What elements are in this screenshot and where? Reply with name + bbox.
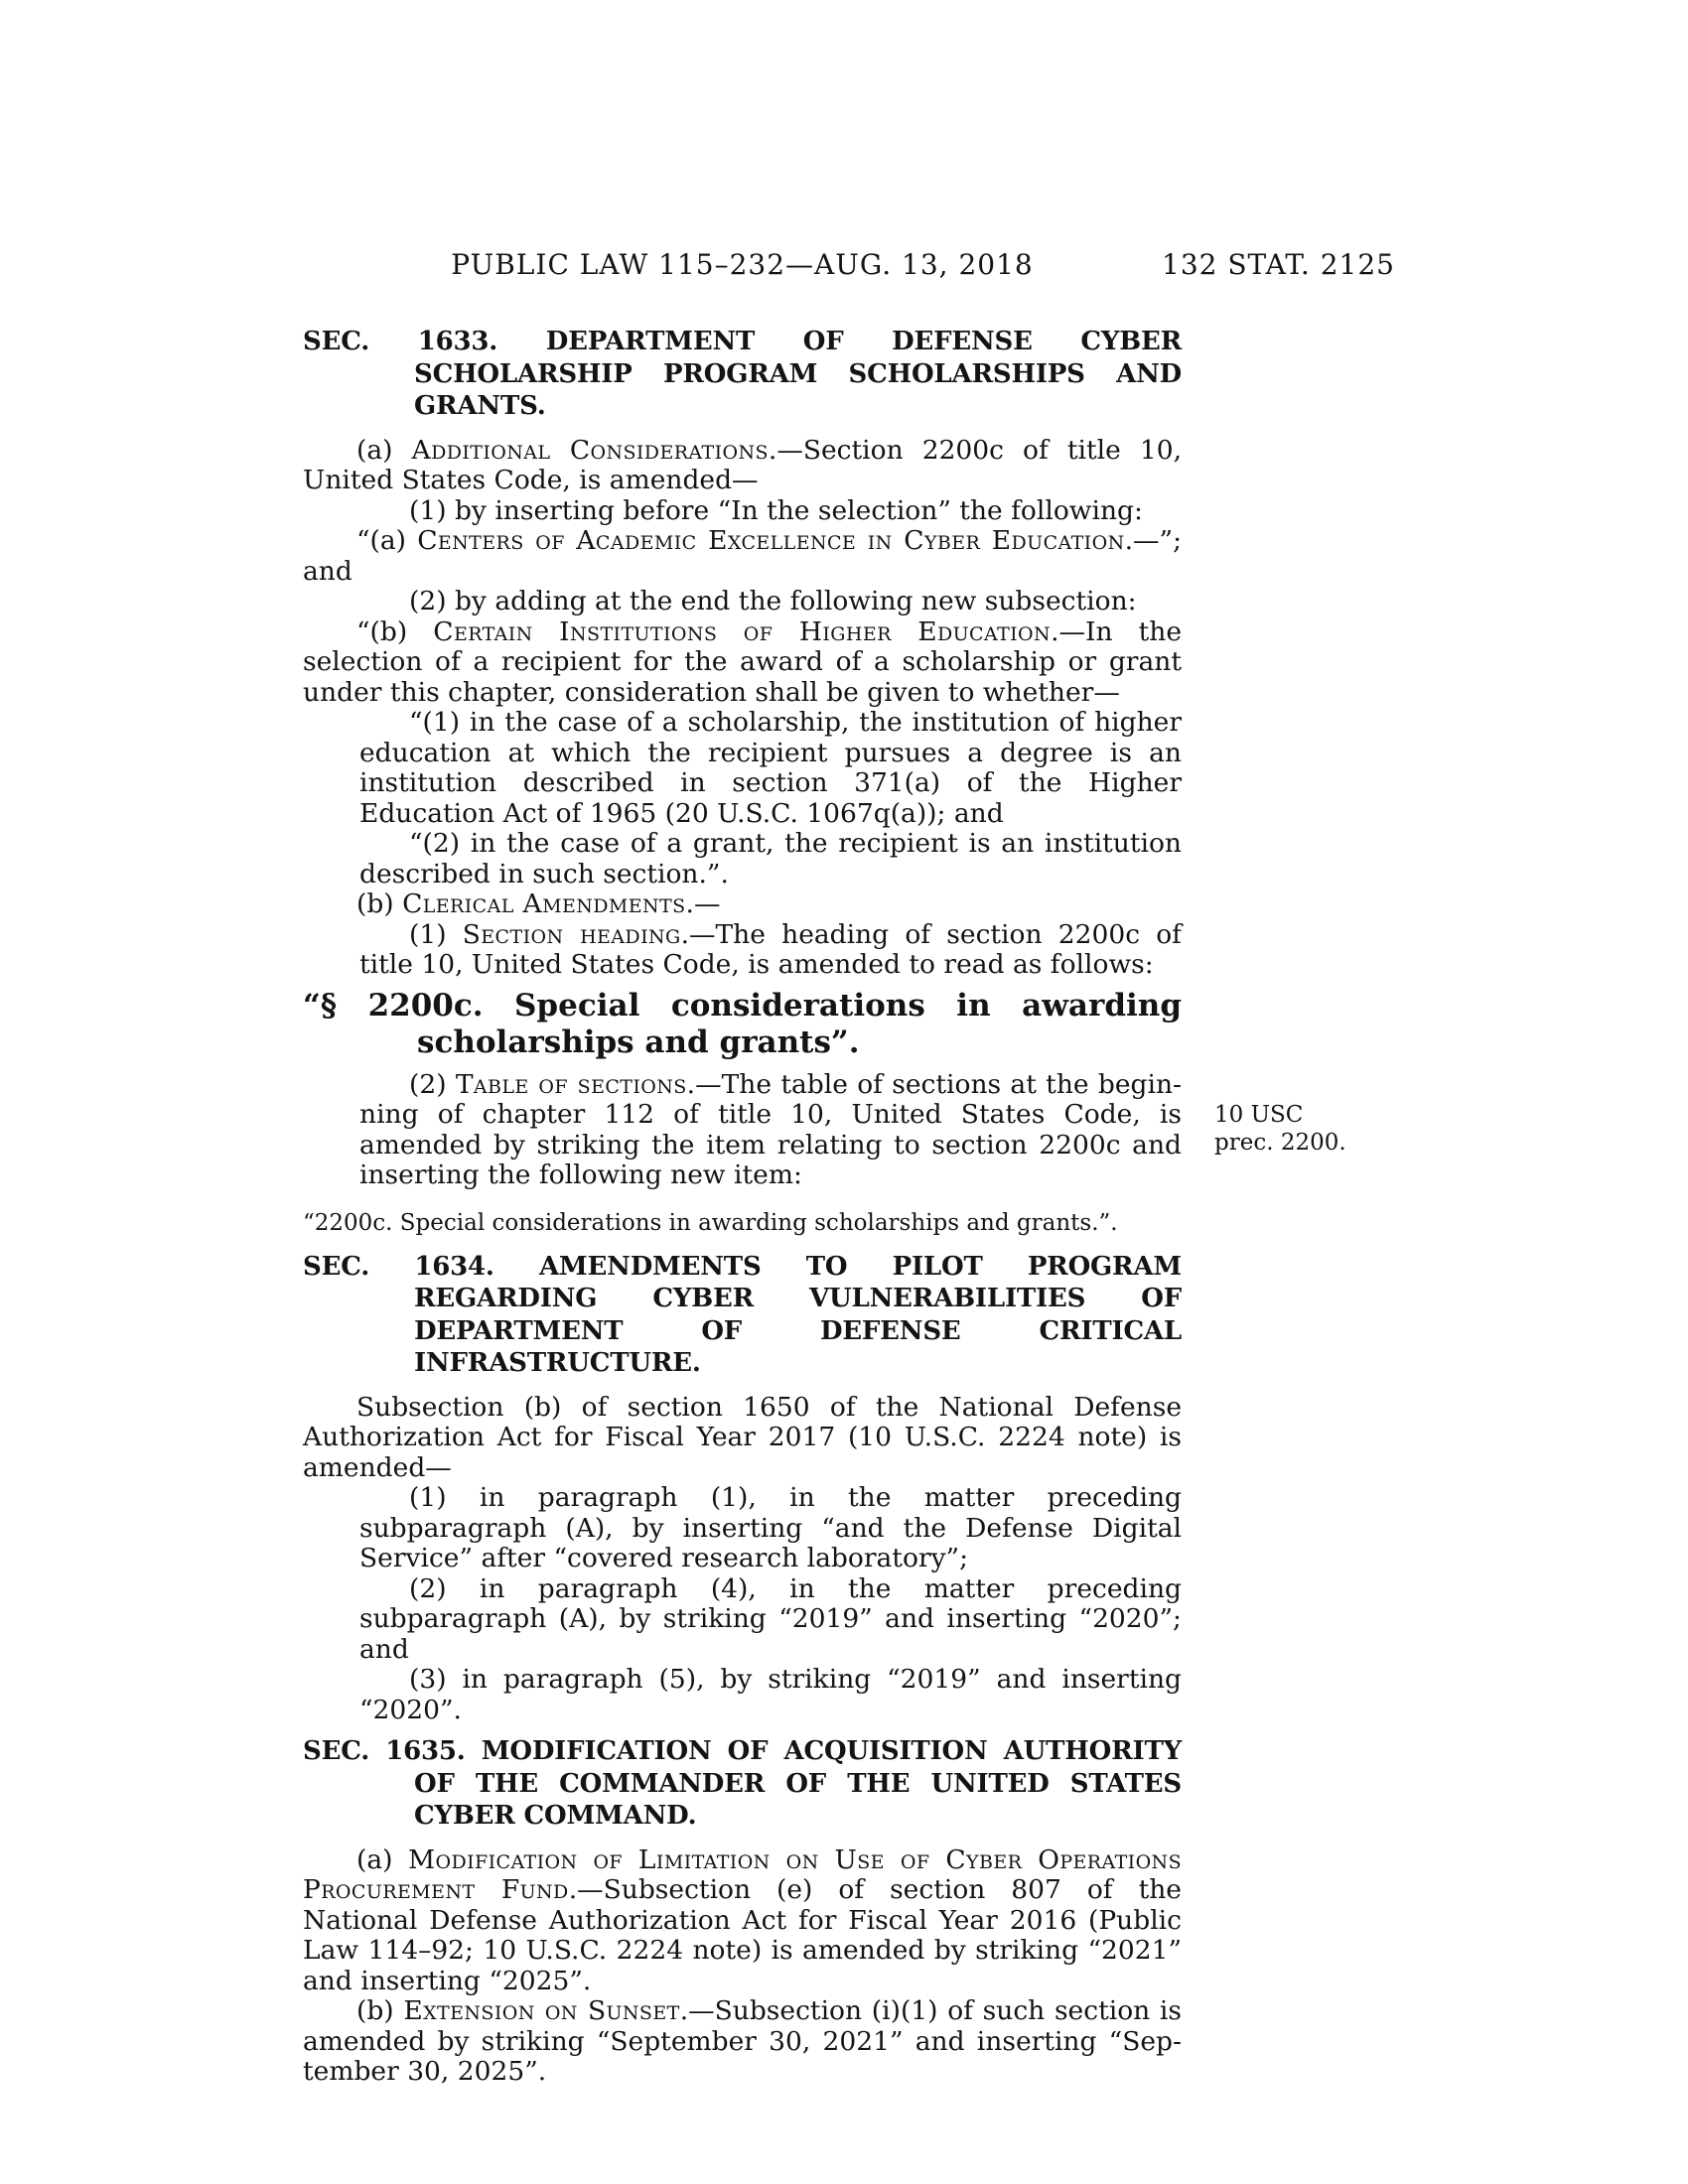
- small-caps-text-run: Additional Considerations: [411, 434, 769, 466]
- para-1634-1: [359, 1483, 1182, 1574]
- margin-note-usc-citation: [1214, 1101, 1423, 1157]
- text-run: “2200c. Special considerations in awarding scholarships and grants.”.: [303, 1209, 1118, 1236]
- small-caps-text-run: Modification of Limitation on Use of Cyber Operations Procurement Fund: [303, 1843, 1182, 1905]
- table-of-sections-item: [303, 1210, 1182, 1236]
- small-caps-text-run: Table of sections: [455, 1068, 687, 1100]
- text-run: .—The table of sections at the beginning of chapter 112 of title 10, United States Code, is amended by striking the item relating to section 2200c and inserting the following new item:: [359, 1068, 1182, 1190]
- para-1633-b: [303, 889, 1182, 920]
- text-run: (a): [356, 1843, 408, 1875]
- quoted-subsection-a: [303, 526, 1182, 587]
- text-run: (2): [409, 1068, 456, 1100]
- text-run: .—In the selection of a recipient for the award of a scholarship or grant under this chapter, consideration shall be given to whether—: [303, 615, 1182, 708]
- margin-note-line: 10 USC: [1214, 1101, 1304, 1128]
- text-run: “§ 2200c. Special considerations in awarding scholarships and grants”.: [303, 987, 1182, 1060]
- text-run: .—The heading of section 2200c of title 10, United States Code, is amended to read as follows:: [359, 918, 1182, 980]
- statute-body: [303, 316, 1346, 2088]
- small-caps-text-run: Certain Institutions of Higher Education: [433, 615, 1052, 647]
- text-run: (1) by inserting before “In the selection” the following:: [409, 494, 1143, 526]
- text-run: .—”; and: [303, 525, 1182, 587]
- para-1634-3: [359, 1665, 1182, 1725]
- sec-heading-1634: [303, 1251, 1182, 1380]
- text-run: (3) in paragraph (5), by striking “2019” and inserting “2020”.: [359, 1664, 1182, 1725]
- text-run: .—: [685, 888, 721, 919]
- text-run: SEC. 1635. MODIFICATION OF ACQUISITION AUTHORITY OF THE COMMANDER OF THE UNITED STATES CYBER COMMAND.: [303, 1736, 1182, 1831]
- para-1633-a: [303, 436, 1182, 496]
- sec-heading-1635: [303, 1735, 1182, 1833]
- text-run: (a): [356, 434, 412, 466]
- text-run: SEC. 1634. AMENDMENTS TO PILOT PROGRAM REGARDING CYBER VULNERABILITIES OF DEPARTMENT OF DEFENSE CRITICAL INFRASTRUCTURE.: [303, 1251, 1182, 1378]
- para-1634-2: [359, 1574, 1182, 1666]
- law-heading-2200c: [303, 988, 1182, 1061]
- quoted-paragraph-1: [359, 708, 1182, 829]
- para-1633-a-2: [359, 587, 1182, 617]
- text-run: “(2) in the case of a grant, the recipient is an institution described in such section.”.: [359, 828, 1182, 889]
- para-1634-intro: [303, 1393, 1182, 1484]
- para-1635-b: [303, 1996, 1182, 2088]
- text-run: “(1) in the case of a scholarship, the institution of higher education at which the recipient pursues a degree is an institution described in section 371(a) of the Higher Education Act of 1965 (20 U.S.C. 1067q(a)); and: [359, 707, 1182, 829]
- small-caps-text-run: Extension on Sunset: [403, 1995, 680, 2026]
- para-1633-b-2: [359, 1068, 1346, 1191]
- running-header: [303, 248, 1395, 290]
- quoted-paragraph-2: [359, 829, 1182, 889]
- small-caps-text-run: Clerical Amendments: [402, 888, 686, 919]
- margin-note-line: prec. 2200.: [1214, 1129, 1346, 1156]
- running-header-stat-page-number: 132 STAT. 2125: [1162, 248, 1395, 281]
- small-caps-text-run: Centers of Academic Excellence in Cyber Education: [417, 525, 1125, 556]
- text-run: .—Subsection (e) of section 807 of the National Defense Authorization Act for Fiscal Year 2016 (Public Law 114–92; 10 U.S.C. 2224 note) is amended by striking “2021” and inserting “2025”.: [303, 1874, 1182, 1996]
- para-1633-b-1: [359, 920, 1182, 981]
- small-caps-text-run: Section heading: [462, 918, 681, 950]
- text-run: .—Section 2200c of title 10, United States Code, is amended—: [303, 434, 1182, 495]
- text-run: (1): [409, 918, 463, 950]
- text-run: SEC. 1633. DEPARTMENT OF DEFENSE CYBER SCHOLARSHIP PROGRAM SCHOLARSHIPS AND GRANTS.: [303, 327, 1182, 421]
- para-1635-a: [303, 1845, 1182, 1997]
- running-header-law-title: PUBLIC LAW 115–232—AUG. 13, 2018: [451, 248, 1034, 281]
- text-run: (2) in paragraph (4), in the matter preceding subparagraph (A), by striking “2019” and inserting “2020”; and: [359, 1572, 1182, 1665]
- para-1633-a-1: [359, 496, 1182, 527]
- text-run: “(a): [356, 525, 418, 556]
- sec-heading-1633: [303, 326, 1182, 423]
- text-run: (b): [356, 888, 403, 919]
- text-run: Subsection (b) of section 1650 of the National Defense Authorization Act for Fiscal Year 2017 (10 U.S.C. 2224 note) is amended—: [303, 1391, 1182, 1483]
- text-run: (1) in paragraph (1), in the matter preceding subparagraph (A), by inserting “and the Defense Digital Service” after “covered research laboratory”;: [359, 1482, 1182, 1573]
- quoted-subsection-b: [303, 617, 1182, 709]
- text-run: (b): [356, 1995, 404, 2026]
- text-run: “(b): [356, 615, 434, 647]
- text-run: (2) by adding at the end the following new subsection:: [409, 586, 1137, 616]
- text-run: .—Subsection (i)(1) of such section is amended by striking “September 30, 2021” and inserting “September 30, 2025”.: [303, 1995, 1182, 2087]
